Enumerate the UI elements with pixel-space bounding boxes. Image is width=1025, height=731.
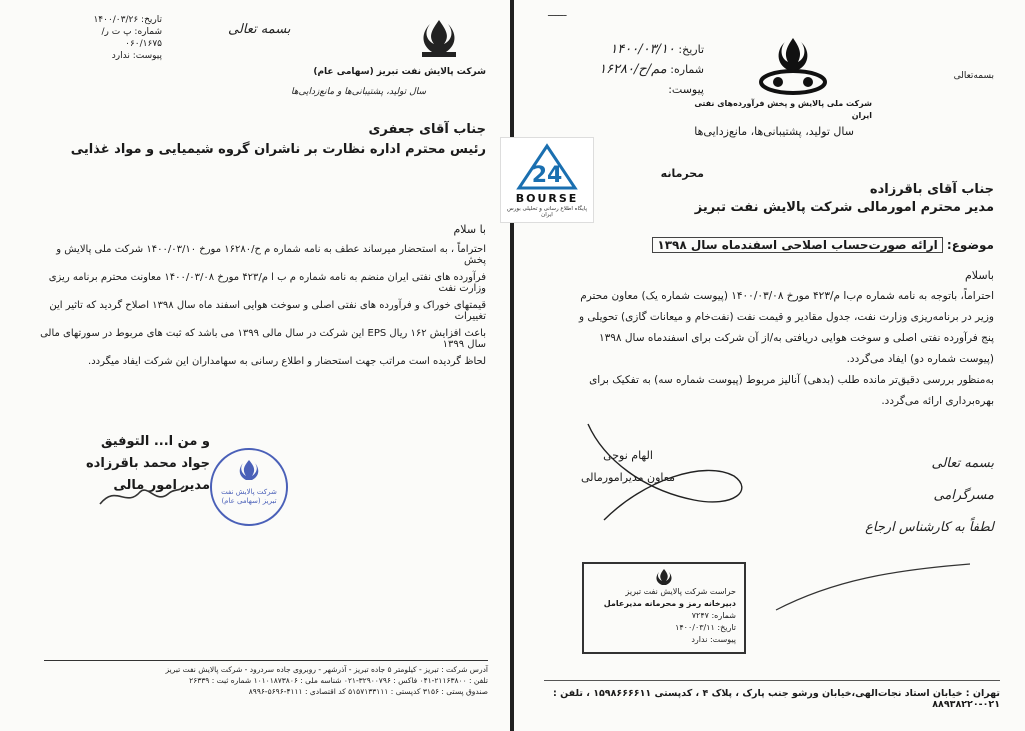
right-receipt-stamp <box>582 562 746 654</box>
right-meta <box>574 42 704 98</box>
right-attachment-label: پیوست: <box>668 83 704 96</box>
left-meta <box>90 14 162 62</box>
left-body-line: احتراماً ، به استحضار میرساند عطف به نامه شماره م ح/۱۶۲۸۰ مورخ ۱۴۰۰/۰۳/۱۰ شرکت ملی پالایش و پخش <box>56 244 486 266</box>
left-footer <box>40 664 488 697</box>
right-subject <box>614 238 994 252</box>
right-subject-label: موضوع: <box>946 238 994 252</box>
left-footer-line: آدرس شرکت : تبریز - کیلومتر ۵ جاده تبریز - آذرشهر - روبروی جاده سردرود - شرکت پالایش نفت تبریز <box>165 665 488 674</box>
left-recipient-name: جناب آقای جعفری <box>368 122 486 137</box>
right-recipient-title: مدیر محترم امورمالی شرکت پالایش نفت تبریز <box>694 200 994 215</box>
receipt-stamp-line: شماره: ۷۲۴۷ <box>691 611 736 620</box>
right-body-line: پنج فرآورده نفتی اصلی و سوخت هوایی دریافتی به/از آن شرکت برای اسفندماه سال ۱۳۹۸ <box>599 332 994 344</box>
left-body-line: لحاظ گردیده است مراتب جهت استحضار و اطلاع رسانی به سهامداران این شرکت ایفاد میگردد. <box>88 356 486 367</box>
left-body <box>40 244 486 384</box>
right-body-line: وزیر در برنامه‌ریزی وزارت نفت، جدول مقادیر و قیمت نفت (نفت‌خام و میعانات گازی) تحویلی و <box>578 311 994 323</box>
right-body <box>548 290 994 416</box>
left-signer-name: جواد محمد باقرزاده <box>86 456 210 471</box>
handwritten-line: بسمه تعالی <box>931 456 994 471</box>
left-signer-title: مدیر امور مالی <box>113 478 210 493</box>
left-body-line: فرآورده های نفتی ایران منضم به نامه شماره م ب ا م/۴۲۳ مورخ ۱۴۰۰/۰۳/۰۸ معاونت محترم برنامه ریزی وزارت نفت <box>48 272 486 294</box>
right-body-line: به‌منظور بررسی دقیق‌تر مانده طلب (بدهی) آنالیز مربوط (پیوست شماره سه) به تفکیک برای <box>589 374 994 386</box>
right-handwritten-note <box>794 448 994 544</box>
right-pen-stroke-icon <box>774 560 974 620</box>
left-year-slogan: سال تولید، پشتیبانی‌ها و مانع‌زدایی‌ها <box>291 87 426 97</box>
right-signer-name: الهام نوحی <box>603 449 653 462</box>
left-attachment-line: پیوست: ندارد <box>111 51 162 61</box>
refinery-flame-logo-icon <box>414 18 464 58</box>
right-letter <box>514 0 1025 731</box>
right-basmala: بسمه‌تعالی <box>953 71 994 81</box>
right-body-line: بهره‌برداری ارائه می‌گردد. <box>881 395 994 407</box>
left-recipient-title: رئیس محترم اداره نظارت بر ناشران گروه شیمیایی و مواد غذایی <box>70 142 486 157</box>
right-signature-icon <box>584 420 764 540</box>
handwritten-line: لطفاً به کارشناس ارجاع <box>865 520 994 535</box>
left-round-stamp <box>210 448 288 526</box>
right-body-line: (پیوست شماره دو) ایفاد می‌گردد. <box>846 353 994 365</box>
left-signature-icon <box>96 474 186 514</box>
left-company-caption: شرکت پالایش نفت تبریز (سهامی عام) <box>313 67 486 77</box>
left-body-line: باعث افزایش ۱۶۲ ریال EPS این شرکت در سال مالی ۱۳۹۹ می باشد که ثبت های مربوط در سورتهای مالی سال ۱۳۹۹ <box>40 328 486 350</box>
bourse-logo-icon <box>517 144 577 190</box>
left-footer-line: تلفن : ۲۱۱۶۳۸۰۰-۰۴۱ فاکس : ۳۲۹۰۰۷۹۶-۰۲۱ شناسه ملی : ۱۰۱۰۱۸۷۳۸۰۶ شماره ثبت : ۲۶۳۳۹ <box>189 676 488 685</box>
left-greeting: با سلام <box>453 223 486 236</box>
left-closing: و من ا... التوفیق <box>100 434 210 449</box>
niordc-logo-icon <box>758 36 828 96</box>
bourse-logo-text: BOURSE <box>515 192 579 205</box>
stamp-flame-icon <box>234 458 264 482</box>
bourse-caption: پایگاه اطلاع رسانی و تحلیلی بورس ایران <box>507 206 587 218</box>
right-recipient-name: جناب آقای باقرزاده <box>869 182 994 197</box>
right-footer: تهران : خیابان استاد نجات‌الهی،خیابان ورشو جنب پارک ، پلاک ۴ ، کدپستی ۱۵۹۸۶۶۶۶۱۱ ، تلفن : ۰۲۱-۸۸۹۳۸۲۲۰ <box>553 688 1000 710</box>
right-number-label: شماره: <box>670 63 704 76</box>
receipt-stamp-line: حراست شرکت پالایش نفت تبریز <box>625 587 736 596</box>
receipt-stamp-line: تاریخ: ۱۴۰۰/۰۳/۱۱ <box>675 623 736 632</box>
right-subject-value: ارائه صورت‌حساب اصلاحی اسفندماه سال ۱۳۹۸ <box>652 237 942 253</box>
receipt-stamp-line: دبیرخانه رمز و محرمانه مدیرعامل <box>603 599 736 608</box>
left-date-line: تاریخ: ۱۴۰۰/۰۳/۲۶ <box>93 15 162 25</box>
left-letter <box>0 0 510 731</box>
left-body-line: قیمتهای خوراک و فرآورده های نفتی اصلی و سوخت هوایی اسفند ماه سال ۱۳۹۸ اصلاح گردید که تاثیر این تغییرات <box>49 300 486 322</box>
left-number-line: شماره: پ ت ر/۰۶۰/۱۶۷۵ <box>101 27 162 49</box>
right-number-value: مم/ح/۱۶۲۸۰ <box>599 62 667 77</box>
right-year-slogan: سال تولید، پشتیبانی‌ها، مانع‌زدایی‌ها <box>694 125 854 138</box>
left-stamp-text: شرکت پالایش نفت تبریز (سهامی عام) <box>221 488 277 505</box>
left-footer-line: صندوق پستی : ۳۱۵۶ کدپستی : ۵۱۵۷۱۳۳۱۱۱ کد اقتصادی : ۴۱۱۱-۵۶۹۶-۸۹۹۶ <box>248 687 488 696</box>
right-date-label: تاریخ: <box>678 43 704 56</box>
right-company-caption: شرکت ملی پالایش و پخش فرآورده‌های نفتی ایران <box>694 99 872 120</box>
right-body-line: احتراماً، باتوجه به نامه شماره م‌ب‌ا م/۴۲۳ مورخ ۱۴۰۰/۰۳/۰۸ (پیوست شماره یک) معاون محترم <box>580 290 994 302</box>
right-greeting: باسلام <box>964 269 994 282</box>
right-signer-title: معاون مدیرامورمالی <box>581 471 675 484</box>
svg-text:24: 24 <box>531 163 563 188</box>
right-classification: محرمانه <box>660 167 704 180</box>
receipt-stamp-flame-icon <box>652 568 676 586</box>
left-basmala: بسمه تعالی <box>228 22 291 37</box>
right-date-value: ۱۴۰۰/۰۳/۱۰ <box>610 42 675 57</box>
receipt-stamp-text <box>590 586 736 646</box>
right-top-mark: ـــــــ <box>548 9 567 19</box>
handwritten-line: مسرگرامی <box>933 488 994 503</box>
receipt-stamp-line: پیوست: ندارد <box>691 635 736 644</box>
bourse-watermark <box>500 137 594 223</box>
